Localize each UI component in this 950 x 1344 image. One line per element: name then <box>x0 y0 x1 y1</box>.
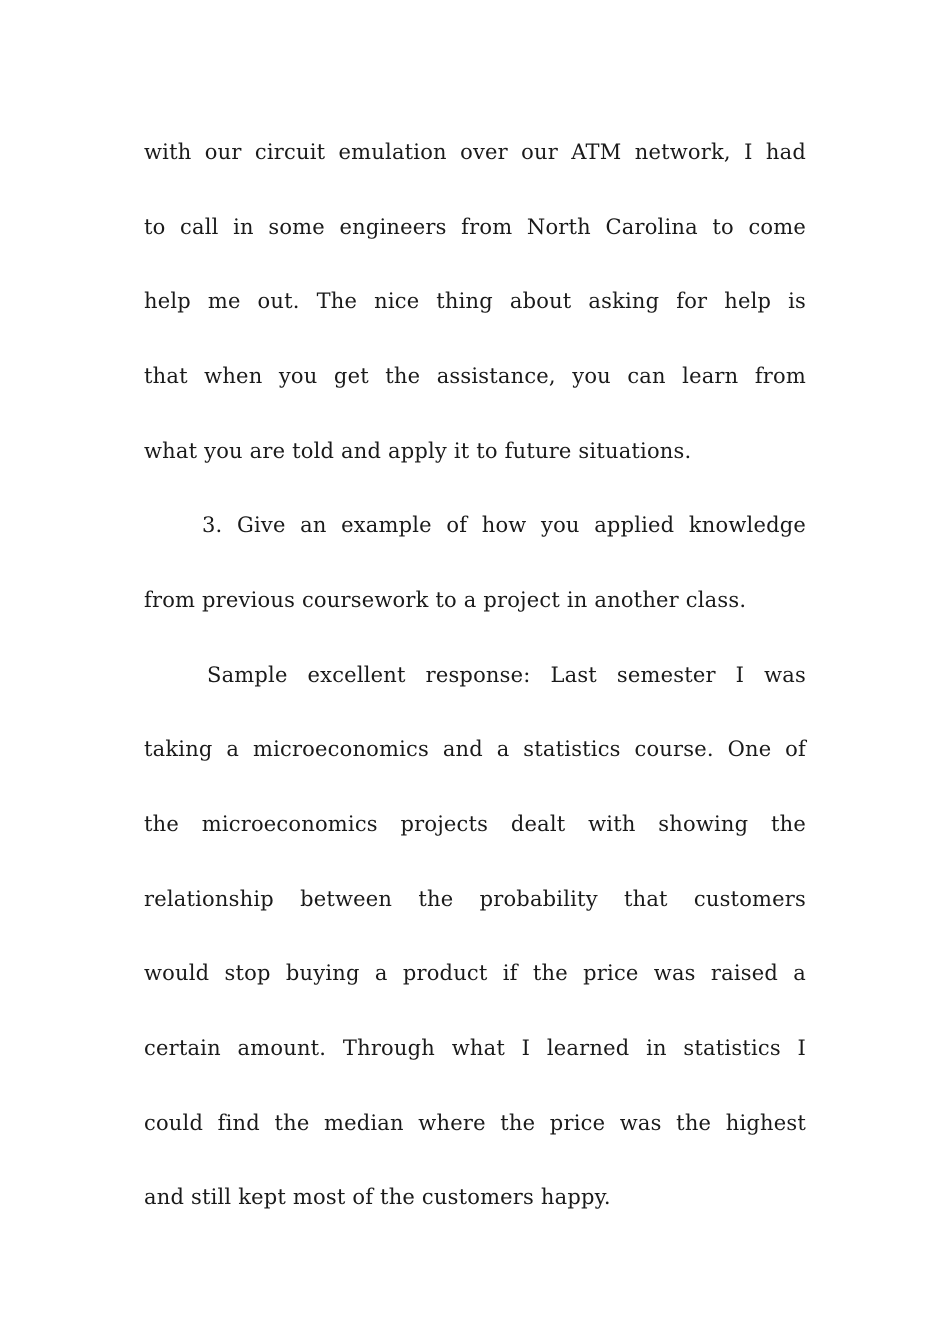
text-line: that when you get the assistance, you can learn from <box>144 364 806 388</box>
question-heading-continuation: from previous coursework to a project in another class. <box>144 588 747 612</box>
text-line: what you are told and apply it to future situations. <box>144 439 692 463</box>
text-line: with our circuit emulation over our ATM network, I had <box>144 140 806 164</box>
response-line: and still kept most of the customers happy. <box>144 1185 611 1209</box>
response-line: could find the median where the price was the highest <box>144 1111 806 1135</box>
text-line: to call in some engineers from North Carolina to come <box>144 215 806 239</box>
text-line: help me out. The nice thing about asking for help is <box>144 289 806 313</box>
question-heading: 3. Give an example of how you applied knowledge <box>202 513 806 537</box>
response-line: relationship between the probability that customers <box>144 887 806 911</box>
response-line: certain amount. Through what I learned in statistics I <box>144 1036 806 1060</box>
response-line: taking a microeconomics and a statistics course. One of <box>144 737 806 761</box>
response-line: Sample excellent response: Last semester I was <box>207 663 806 687</box>
response-line: would stop buying a product if the price was raised a <box>144 961 806 985</box>
response-line: the microeconomics projects dealt with showing the <box>144 812 806 836</box>
